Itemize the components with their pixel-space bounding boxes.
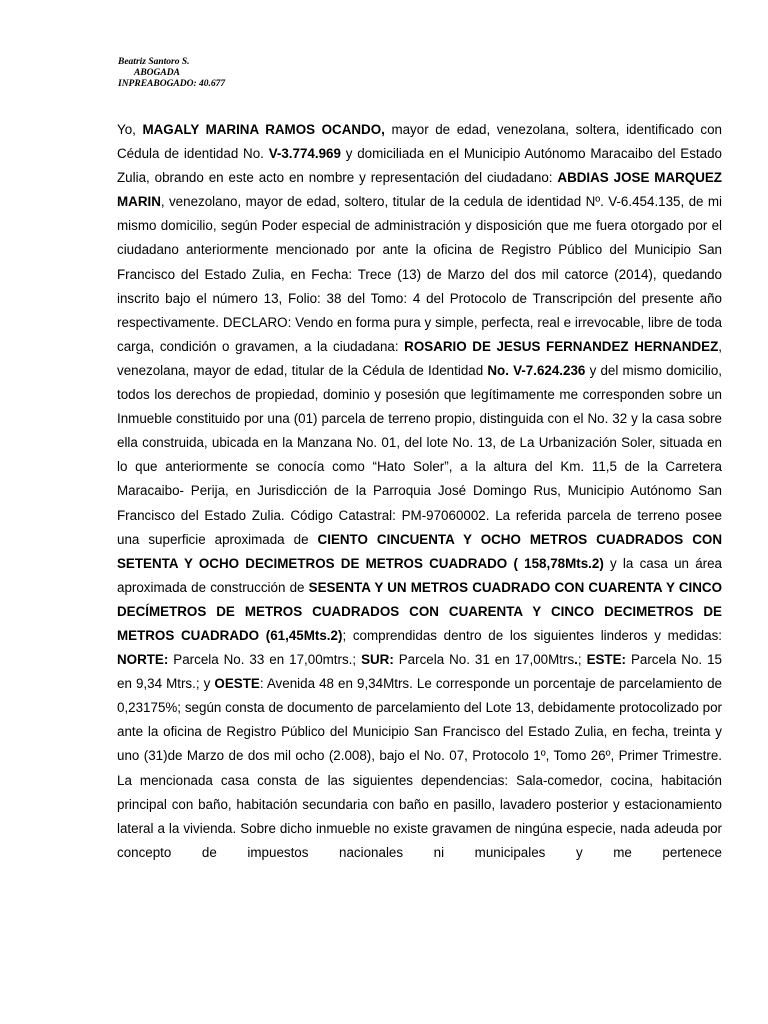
- text-segment: y del mismo domicilio, todos los derechos de propiedad, dominio y posesión que legítimamente me corresponden sobre un Inmueble constituido por una (01) parcela de terreno propio, distinguida con el No. 32 y la casa sobre ella construida, ubicada en la Manzana No. 01, del lote No. 13, de La Urbanización Soler, situada en lo que anteriormente se conocía como “Hato Soler”, a la altura del Km. 11,5 de la Carretera Maracaibo- Perija, en Jurisdicción de la Parroquia José Domingo Rus, Municipio Autónomo San Francisco del Estado Zulia. Código Catastral: PM-97060002. La referida parcela de terreno posee una superficie aproximada de: [117, 362, 722, 547]
- text-segment: Parcela No. 33 en 17,00mtrs.;: [168, 652, 362, 668]
- text-segment: : Avenida 48 en 9,34Mtrs. Le corresponde un porcentaje de parcelamiento de 0,23175%; según consta de documento de parcelamiento del Lote 13, debidamente protocolizado por ante la oficina de Registro Público del Municipio San Francisco del Estado Zulia, en fecha, treinta y uno (31)de Marzo de dos mil ocho (2.008), bajo el No. 07, Protocolo 1º, Tomo 26º, Primer Trimestre. La mencionada casa consta de las siguientes dependencias: Sala-comedor, cocina, habitación principal con baño, habitación secundaria con baño en pasillo, lavadero posterior y estacionamiento lateral a la vivienda. Sobre dicho inmueble no existe gravamen de ningúna especie, nada adeuda por concepto de impuestos nacionales ni municipales y me pertenece: [117, 676, 722, 860]
- bold-text-segment: V-3.774.969: [268, 146, 341, 162]
- text-segment: Parcela No. 31 en 17,00Mtrs: [393, 652, 575, 668]
- bold-text-segment: ESTE:: [586, 652, 626, 668]
- text-segment: Yo,: [117, 122, 143, 137]
- text-segment: , venezolana, mayor de edad, titular de la Cédula de Identidad: [117, 338, 722, 378]
- letterhead: [118, 57, 225, 90]
- bold-text-segment: No. V-7.624.236: [487, 362, 586, 378]
- text-segment: , venezolano, mayor de edad, soltero, titular de la cedula de identidad Nº. V-6.454.135, de mi mismo domicilio, según Poder especial de administración y disposición que me fuera otorgado por el ciudadano anteriormente mencionado por ante la oficina de Registro Público del Municipio San Francisco del Estado Zulia, en Fecha: Trece (13) de Marzo del dos mil catorce (2014), quedando inscrito bajo el número 13, Folio: 38 del Tomo: 4 del Protocolo de Transcripción del presente año respectivamente. DECLARO: Vendo en forma pura y simple, perfecta, real e irrevocable, libre de toda carga, condición o gravamen, a la ciudadana:: [117, 194, 722, 354]
- text-segment: ;: [577, 652, 587, 668]
- text-segment: ; comprendidas dentro de los siguientes linderos y medidas:: [342, 627, 722, 643]
- document-body: [117, 118, 722, 865]
- text-segment: Parcela No. 15 en 9,34 Mtrs.; y: [117, 652, 722, 692]
- bold-text-segment: SESENTA Y UN METROS CUADRADO CON CUARENTA Y CINCO DECÍMETROS DE METROS CUADRADOS CON CUARENTA Y CINCO DECIMETROS DE METROS CUADRADO (61,45Mts.2): [117, 579, 723, 643]
- bold-text-segment: CIENTO CINCUENTA Y OCHO METROS CUADRADOS CON SETENTA Y OCHO DECIMETROS DE METROS CUADRADO ( 158,78Mts.2): [117, 531, 722, 571]
- lawyer-registration: INPREABOGADO: 40.677: [118, 79, 226, 89]
- bold-text-segment: ROSARIO DE JESUS FERNANDEZ HERNANDEZ: [404, 338, 719, 354]
- text-segment: mayor de edad, venezolana, soltera, identificado con Cédula de identidad No.: [117, 122, 722, 162]
- bold-text-segment: ABDIAS JOSE MARQUEZ MARIN: [117, 170, 722, 210]
- lawyer-name: Beatriz Santoro S.: [118, 57, 190, 67]
- bold-text-segment: .: [574, 652, 578, 668]
- bold-text-segment: NORTE:: [117, 652, 169, 668]
- bold-text-segment: OESTE: [214, 676, 260, 692]
- bold-text-segment: SUR:: [361, 652, 394, 668]
- lawyer-title: ABOGADA: [134, 68, 180, 78]
- text-segment: y domiciliada en el Municipio Autónomo Maracaibo del Estado Zulia, obrando en este acto en nombre y representación del ciudadano:: [117, 146, 722, 186]
- text-segment: y la casa un área aproximada de construcción de: [117, 555, 722, 595]
- bold-text-segment: MAGALY MARINA RAMOS OCANDO,: [142, 122, 385, 137]
